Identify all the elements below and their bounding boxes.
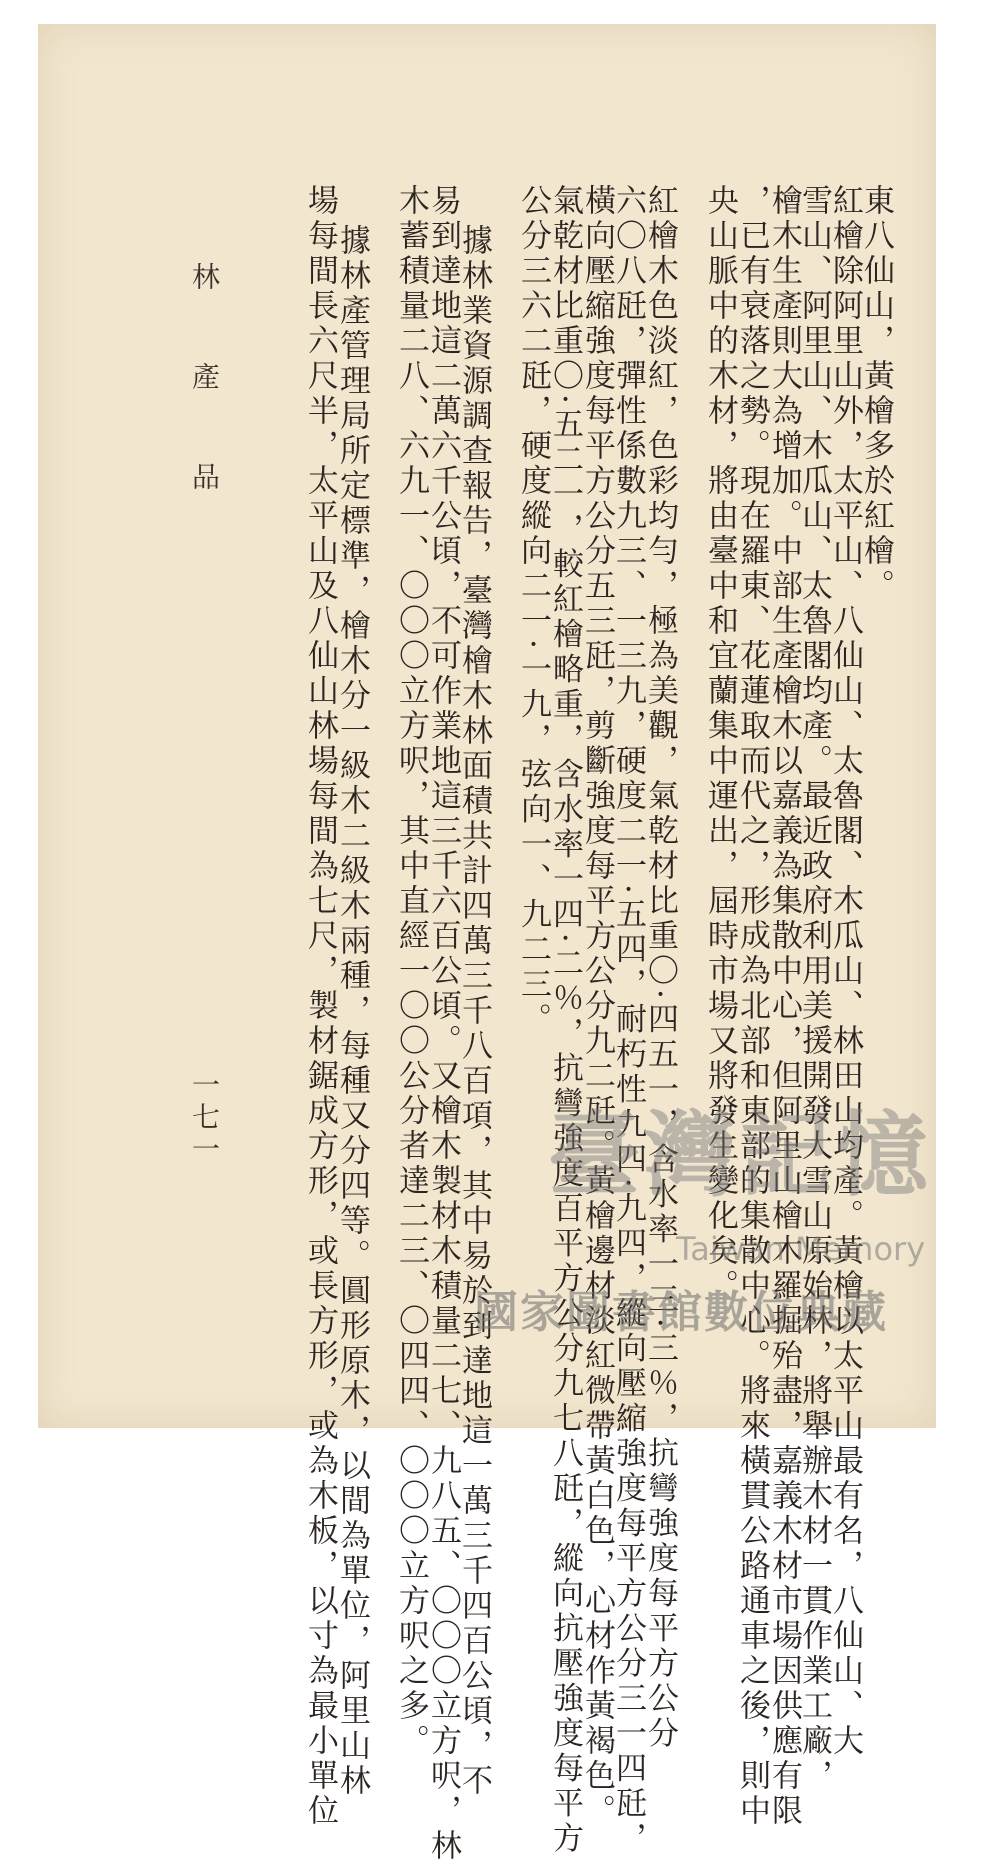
text-column-6: 央山脈中的木材，將由臺中和宜蘭集中運出，屆時市場又將發生變化矣。	[702, 184, 738, 1304]
text-column-1: 東八仙山，黃檜多於紅檜。	[858, 184, 894, 604]
text-column-11: 公分三六二瓩，硬度縱向二一·一九，弦向一、九二三。	[515, 184, 551, 1038]
text-column-9: 橫向壓縮強度每平方公分五三瓩，剪斷強度每平方公分九二瓩。黃檜邊材淡紅微帶黃白色，心材作黃褐色。	[579, 184, 615, 1829]
section-title: 林 產 品	[188, 262, 221, 512]
text-column-14: 木蓄積量二八、六九一、〇〇〇立方呎，其中直經一〇〇公分者達二三、〇四四、〇〇〇立方呎之多。	[393, 184, 429, 1759]
text-column-16: 場每間長六尺半，太平山及八仙山林場每間為七尺，製材鋸成方形，或長方形，或為木板，以寸為最小單位	[302, 184, 338, 1829]
watermark-english: Taiwan Memory	[676, 1230, 926, 1268]
book-page	[38, 24, 936, 1864]
text-column-8: 六〇八瓩，彈性係數九三、一三九，硬度二一·五四，耐朽性九四·九四，縱向壓縮強度每平方公分三一四瓩，	[610, 184, 646, 1857]
text-column-13: 易到達地這二萬六千公頃，不可作業地這三千六百公頃。又檜木製材木積量二七、九八五、〇〇〇立方呎，林	[425, 184, 461, 1864]
page-number: 一七一	[188, 1070, 221, 1166]
text-column-3: 雪山、阿里山、木瓜山、太魯閣均產。最近政府利用美援開發大雪山原始林，將舉辦木材一貫作業工廠，	[796, 184, 832, 1794]
text-column-7: 紅檜木色淡紅，色彩均勻，極為美觀，氣乾材比重〇·四五一，含水率一三·三％，抗彎強度每平方公分	[642, 184, 678, 1752]
text-column-10: 氣乾材比重〇·五二一，較紅檜略重，含水率一四·二％，抗彎強度百平方公分九七八瓩，縱向抗壓強度每平方	[547, 184, 583, 1857]
text-column-12: 據林業資源調查報告，臺灣檜木林面積共計四萬三千八百項，其中易於到達地這一萬三千四百公頃，不	[456, 224, 492, 1799]
text-column-2: 紅檜除阿里山外，太平山、八仙山、太魯閣、木瓜山、林田山均產。黃檜以太平山最有名，八仙山、大	[827, 184, 863, 1759]
text-column-5: ，已有衰落之勢。現在羅東、花蓮取而代之，形成為北部和東部的集散中心。將來橫貫公路通車之後，則中	[734, 184, 770, 1829]
watermark-logo: 臺灣記憶	[548, 1101, 933, 1209]
watermark-library: 國家圖書館數位典藏	[474, 1287, 888, 1338]
text-column-15: 據林產管理局所定標準，檜木分一級木二級木兩種，每種又分四等。圓形原木，以間為單位，阿里山林	[334, 224, 370, 1799]
text-column-4: 檜木生產則大為增加。中部生產檜木以嘉義為集散中心，但阿里山檜木羅掘殆盡，嘉義木材市場因供應有限	[766, 184, 802, 1829]
